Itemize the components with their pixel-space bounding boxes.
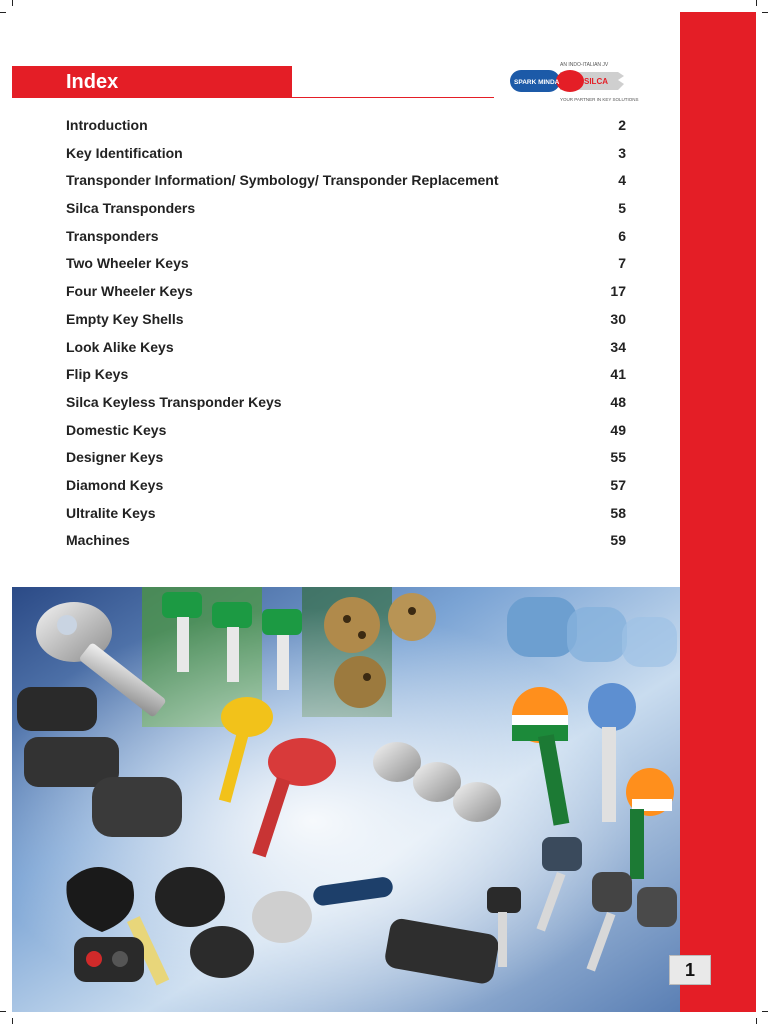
- index-entry-label: Ultralite Keys: [66, 504, 156, 521]
- index-entry: [66, 472, 626, 500]
- crop-mark: [756, 1018, 757, 1024]
- title-underline: [292, 97, 494, 98]
- index-entry-label: Domestic Keys: [66, 421, 167, 438]
- index-entry-label: Silca Transponders: [66, 200, 196, 217]
- index-entry-label: Silca Keyless Transponder Keys: [66, 393, 282, 410]
- crop-mark: [756, 0, 757, 6]
- crop-mark: [762, 1011, 768, 1012]
- index-entry-page: 30: [610, 310, 626, 327]
- logo-right-text: SILCA: [584, 77, 608, 86]
- index-entry-label: Key Identification: [66, 144, 183, 161]
- index-entry-page: 5: [618, 200, 626, 217]
- index-entry: [66, 444, 626, 472]
- index-entry: [66, 195, 626, 223]
- index-entry-label: Designer Keys: [66, 449, 164, 466]
- index-entry: [66, 223, 626, 251]
- index-entry-page: 3: [618, 144, 626, 161]
- spark-minda-silca-logo: [500, 58, 640, 104]
- index-list: [66, 112, 626, 555]
- index-entry-label: Diamond Keys: [66, 476, 164, 493]
- index-entry-page: 57: [610, 476, 626, 493]
- logo-tagline-top: AN INDO-ITALIAN JV: [560, 62, 609, 68]
- index-entry-page: 6: [618, 227, 626, 244]
- index-entry: [66, 167, 626, 195]
- index-entry-label: Two Wheeler Keys: [66, 255, 189, 272]
- index-entry-page: 7: [618, 255, 626, 272]
- crop-mark: [12, 1018, 13, 1024]
- index-entry: [66, 278, 626, 306]
- index-entry-page: 55: [610, 449, 626, 466]
- crop-mark: [0, 12, 6, 13]
- index-entry: [66, 334, 626, 362]
- index-entry: [66, 361, 626, 389]
- index-entry-label: Flip Keys: [66, 366, 129, 383]
- index-entry-label: Introduction: [66, 117, 148, 133]
- crop-mark: [0, 1011, 6, 1012]
- index-entry-label: Transponders: [66, 227, 159, 244]
- index-entry-page: 4: [618, 172, 626, 189]
- index-entry: [66, 389, 626, 417]
- logo-tagline-bottom: YOUR PARTNER IN KEY SOLUTIONS: [560, 97, 639, 102]
- crop-mark: [762, 12, 768, 13]
- index-entry-label: Look Alike Keys: [66, 338, 174, 355]
- index-entry: [66, 112, 626, 140]
- index-entry: [66, 140, 626, 168]
- page-number: 1: [669, 955, 711, 985]
- index-entry-label: Transponder Information/ Symbology/ Transponder Replacement: [66, 172, 499, 189]
- logo-left-text: SPARK MINDA: [514, 79, 560, 86]
- index-entry: [66, 417, 626, 445]
- page-title: Index: [12, 66, 292, 98]
- crop-mark: [12, 0, 13, 6]
- index-entry: [66, 306, 626, 334]
- index-entry-page: 2: [618, 117, 626, 133]
- index-entry-page: 41: [610, 366, 626, 383]
- side-accent-band: [680, 12, 756, 1012]
- index-entry-page: 17: [610, 283, 626, 300]
- index-entry-label: Four Wheeler Keys: [66, 283, 193, 300]
- index-entry: [66, 527, 626, 555]
- index-entry-label: Empty Key Shells: [66, 310, 184, 327]
- index-entry-page: 48: [610, 393, 626, 410]
- keys-collage-photo: [12, 587, 680, 1012]
- index-entry-page: 59: [610, 532, 626, 549]
- index-entry-page: 34: [610, 338, 626, 355]
- index-entry: [66, 250, 626, 278]
- index-entry-page: 49: [610, 421, 626, 438]
- index-entry-label: Machines: [66, 532, 130, 549]
- index-entry: [66, 500, 626, 528]
- index-entry-page: 58: [610, 504, 626, 521]
